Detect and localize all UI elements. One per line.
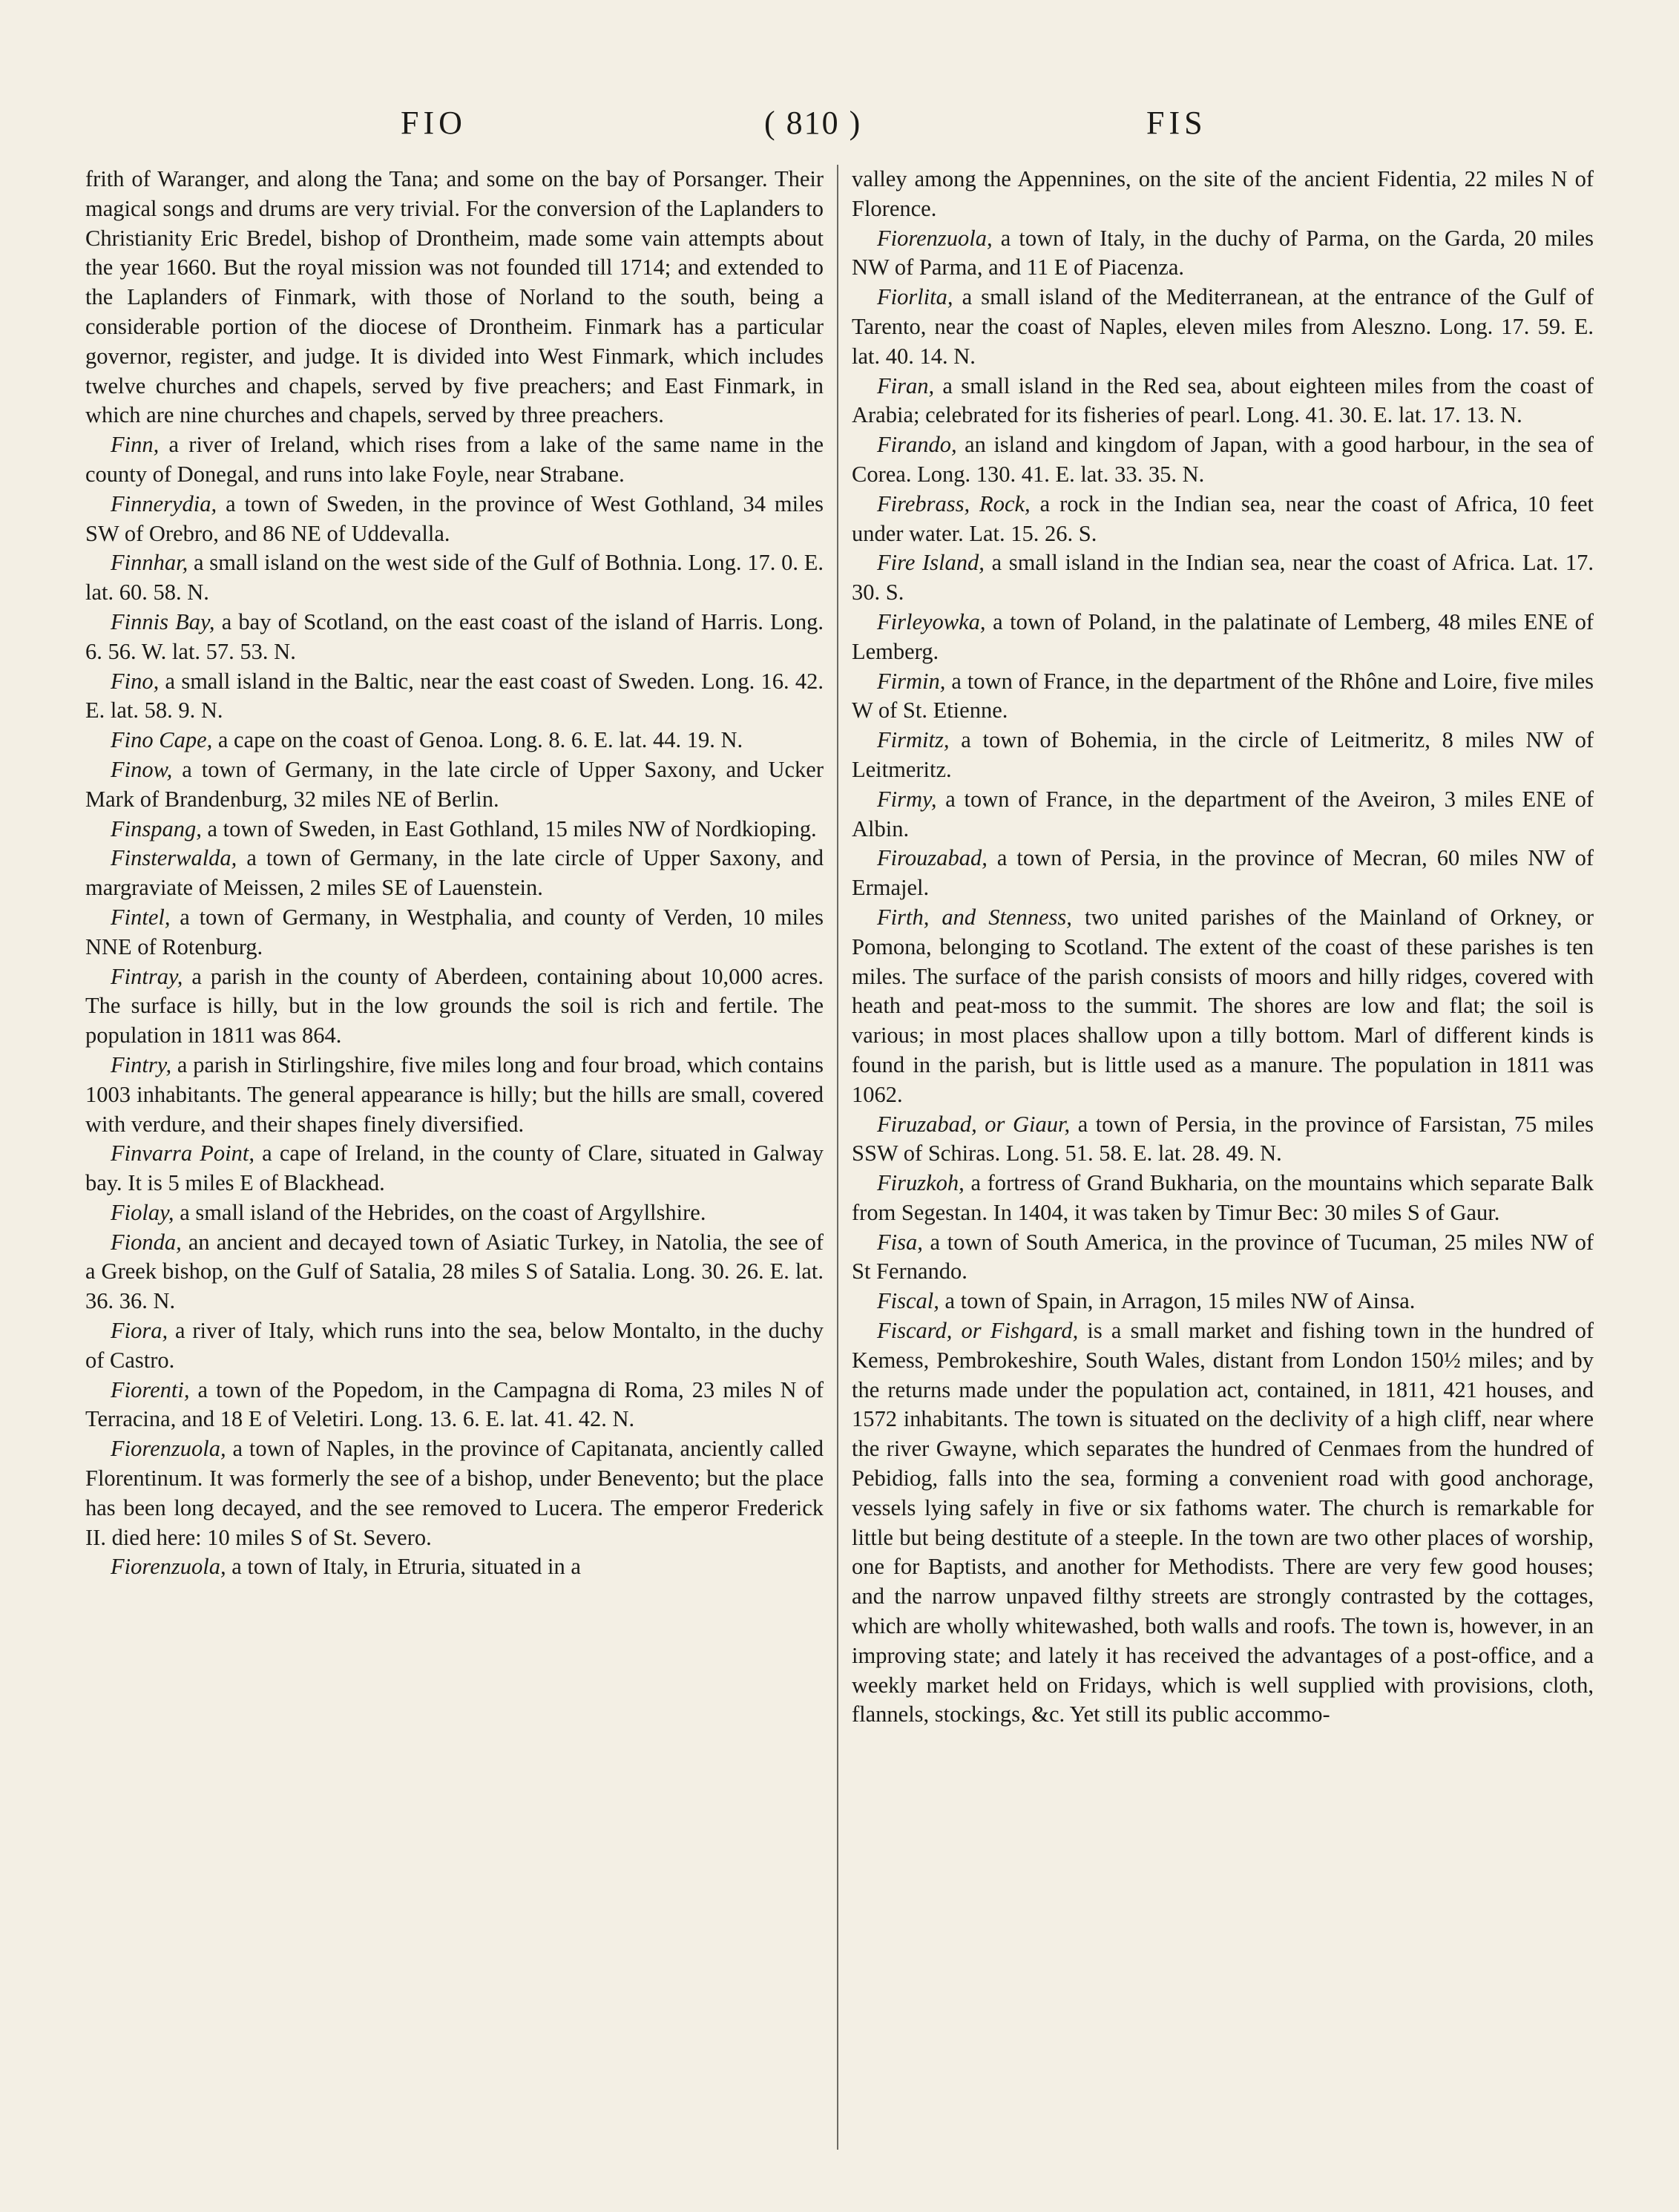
entry-term: Firuzkoh,: [877, 1170, 965, 1196]
gazetteer-entry: [852, 1316, 1594, 1730]
entry-term: Finn,: [111, 432, 160, 458]
gazetteer-entry: [852, 165, 1594, 224]
entry-text: a river of Ireland, which rises from a lake of the same name in the county of Donegal, and runs into lake Foyle, near Strabane.: [85, 432, 824, 487]
entry-term: Firmitz,: [877, 727, 950, 753]
entry-text: a river of Italy, which runs into the sea, below Montalto, in the duchy of Castro.: [85, 1318, 824, 1373]
gazetteer-entry: [852, 844, 1594, 903]
entry-text: a town of Germany, in the late circle of Upper Saxony, and Ucker Mark of Brandenburg, 32 miles NE of Berlin.: [85, 756, 824, 812]
entry-text: frith of Waranger, and along the Tana; and some on the bay of Porsanger. Their magical songs and drums are very trivial. For the conversion of the Laplanders to Christianity Eric Bredel, bishop of Drontheim, made some vain attempts about the year 1660. But the royal mission was not founded till 1714; and extended to the Laplanders of Finmark, with those of Norland to the south, being a considerable portion of the diocese of Drontheim. Finmark has a particular governor, register, and judge. It is divided into West Finmark, which includes twelve churches and chapels, served by five preachers; and East Finmark, in which are nine churches and chapels, served by three preachers.: [85, 166, 824, 428]
gazetteer-entry: [85, 844, 824, 903]
entry-text: a small island on the west side of the Gulf of Bothnia. Long. 17. 0. E. lat. 60. 58. N.: [85, 550, 824, 605]
entry-term: Fiorenzuola,: [877, 225, 993, 251]
gazetteer-entry: [852, 283, 1594, 371]
entry-term: Firuzabad, or Giaur,: [877, 1111, 1071, 1137]
gazetteer-entry: [852, 785, 1594, 844]
entry-term: Fisa,: [877, 1229, 923, 1255]
entry-text: is a small market and fishing town in the hundred of Kemess, Pembrokeshire, South Wales, distant from London 150½ miles; and by the returns made under the population act, contained, in 1811, 421 houses, and 1572 inhabitants. The town is situated on the declivity of a high cliff, near where the river Gwayne, which separates the hundred of Cenmaes from the hundred of Pebidiog, falls into the sea, forming a convenient road with good anchorage, vessels lying safely in five or six fathoms water. The church is remarkable for little but being destitute of a steeple. In the town are two other places of worship, one for Baptists, and another for Methodists. There are very few good houses; and the narrow unpaved filthy streets are strongly contrasted by the cottages, which are wholly whitewashed, both walls and roofs. The town is, however, in an improving state; and lately it has received the advantages of a post-office, and a weekly market held on Fridays, which is well supplied with provisions, cloth, flannels, stockings, &c. Yet still its public accommo-: [852, 1318, 1594, 1727]
entry-text: an ancient and decayed town of Asiatic Turkey, in Natolia, the see of a Greek bishop, on the Gulf of Satalia, 28 miles S of Satalia. Long. 30. 26. E. lat. 36. 36. N.: [85, 1229, 824, 1314]
entry-text: a bay of Scotland, on the east coast of the island of Harris. Long. 6. 56. W. lat. 57. 53. N.: [85, 608, 824, 664]
entry-term: Fire Island,: [877, 550, 985, 576]
entry-term: Fiolay,: [111, 1199, 174, 1225]
entry-text: a town of South America, in the province of Tucuman, 25 miles NW of St Fernando.: [852, 1229, 1594, 1284]
entry-term: Finvarra Point,: [111, 1141, 254, 1166]
entry-text: valley among the Appennines, on the site of the ancient Fidentia, 22 miles N of Florence.: [852, 166, 1594, 221]
entry-text: a town of Italy, in Etruria, situated in a: [231, 1554, 581, 1580]
column-divider: [837, 165, 838, 2150]
entry-text: a town of Naples, in the province of Capitanata, anciently called Florentinum. It was formerly the see of a bishop, under Benevento; but the place has been long decayed, and the see removed to Lucera. The emperor Frederick II. died here: 10 miles S of St. Severo.: [85, 1436, 824, 1550]
gazetteer-entry: [852, 608, 1594, 667]
entry-text: a town of Persia, in the province of Farsistan, 75 miles SSW of Schiras. Long. 51. 58. E. lat. 28. 49. N.: [852, 1111, 1594, 1166]
entry-term: Fiorenzuola,: [111, 1436, 226, 1462]
gazetteer-entry: [85, 430, 824, 490]
entry-term: Firouzabad,: [877, 845, 988, 871]
entry-text: a town of Sweden, in the province of West Gothland, 34 miles SW of Orebro, and 86 NE of Uddevalla.: [85, 490, 824, 546]
entry-text: a town of France, in the department of the Aveiron, 3 miles ENE of Albin.: [852, 786, 1594, 841]
entry-term: Fintry,: [111, 1051, 172, 1077]
entry-term: Fiorenzuola,: [111, 1554, 226, 1580]
running-header: [0, 104, 1679, 163]
entry-text: a town of Spain, in Arragon, 15 miles NW of Ainsa.: [944, 1288, 1416, 1314]
page-number: ( 810 ): [764, 105, 862, 141]
gazetteer-entry: [85, 1051, 824, 1139]
entry-term: Firleyowka,: [877, 608, 986, 634]
gazetteer-entry: [852, 1287, 1594, 1316]
entry-text: a small island in the Indian sea, near the coast of Africa. Lat. 17. 30. S.: [852, 550, 1594, 605]
entry-term: Firth, and Stenness,: [877, 904, 1072, 930]
gazetteer-entry: [85, 726, 824, 755]
entry-term: Finow,: [111, 756, 173, 782]
right-column: [852, 165, 1594, 2168]
entry-term: Fiorenti,: [111, 1376, 190, 1402]
gazetteer-entry: [852, 1169, 1594, 1228]
gazetteer-entry: [85, 1198, 824, 1228]
gazetteer-entry: [85, 962, 824, 1051]
entry-term: Fintray,: [111, 963, 183, 989]
entry-text: a town of France, in the department of the Rhône and Loire, five miles W of St. Etienne.: [852, 668, 1594, 723]
gazetteer-entry: [85, 548, 824, 608]
entry-text: a cape of Ireland, in the county of Clare, situated in Galway bay. It is 5 miles E of Blackhead.: [85, 1141, 824, 1196]
entry-term: Finnis Bay,: [111, 608, 215, 634]
header-right-catchword: FIS: [1146, 105, 1207, 141]
entry-term: Finspang,: [111, 815, 202, 841]
entry-text: a town of Sweden, in East Gothland, 15 miles NW of Nordkioping.: [207, 815, 817, 841]
entry-term: Fiora,: [111, 1318, 168, 1344]
gazetteer-entry: [85, 1434, 824, 1552]
gazetteer-entry: [852, 667, 1594, 726]
entry-term: Fino Cape,: [111, 727, 213, 753]
gazetteer-entry: [852, 548, 1594, 608]
gazetteer-entry: [852, 1110, 1594, 1169]
gazetteer-entry: [852, 490, 1594, 549]
entry-term: Firando,: [877, 432, 957, 458]
entry-text: a small island of the Mediterranean, at the entrance of the Gulf of Tarento, near the coast of Naples, eleven miles from Aleszno. Long. 17. 59. E. lat. 40. 14. N.: [852, 284, 1594, 369]
entry-text: a cape on the coast of Genoa. Long. 8. 6. E. lat. 44. 19. N.: [217, 727, 743, 753]
entry-text: a town of Poland, in the palatinate of Lemberg, 48 miles ENE of Lemberg.: [852, 608, 1594, 664]
gazetteer-entry: [85, 755, 824, 815]
left-column: [85, 165, 824, 2168]
gazetteer-entry: [85, 1139, 824, 1198]
entry-term: Firmy,: [877, 786, 937, 812]
entry-text: a rock in the Indian sea, near the coast of Africa, 10 feet under water. Lat. 15. 26. S.: [852, 490, 1594, 546]
entry-term: Firmin,: [877, 668, 946, 694]
gazetteer-entry: [85, 1316, 824, 1376]
entry-term: Firebrass, Rock,: [877, 490, 1031, 516]
entry-text: a town of the Popedom, in the Campagna di Roma, 23 miles N of Terracina, and 18 E of Veletiri. Long. 13. 6. E. lat. 41. 42. N.: [85, 1376, 824, 1432]
entry-text: an island and kingdom of Japan, with a good harbour, in the sea of Corea. Long. 130. 41. E. lat. 33. 35. N.: [852, 432, 1594, 487]
entry-term: Fiscal,: [877, 1288, 939, 1314]
entry-term: Fino,: [111, 668, 160, 694]
entry-text: a town of Germany, in Westphalia, and county of Verden, 10 miles NNE of Rotenburg.: [85, 904, 824, 959]
entry-text: a town of Germany, in the late circle of Upper Saxony, and margraviate of Meissen, 2 miles SE of Lauenstein.: [85, 845, 824, 901]
gazetteer-entry: [852, 726, 1594, 785]
entry-term: Fiorlita,: [877, 284, 953, 310]
gazetteer-entry: [85, 490, 824, 549]
gazetteer-entry: [85, 815, 824, 844]
entry-text: a small island in the Red sea, about eighteen miles from the coast of Arabia; celebrated for its fisheries of pearl. Long. 41. 30. E. lat. 17. 13. N.: [852, 373, 1594, 428]
gazetteer-entry: [852, 224, 1594, 283]
gazetteer-entry: [85, 1228, 824, 1316]
entry-text: a parish in the county of Aberdeen, containing about 10,000 acres. The surface is hilly, but in the low grounds the soil is rich and fertile. The population in 1811 was 864.: [85, 963, 824, 1048]
entry-term: Fiscard, or Fishgard,: [877, 1318, 1079, 1344]
header-left-catchword: FIO: [401, 105, 467, 141]
gazetteer-entry: [85, 903, 824, 962]
entry-term: Finnhar,: [111, 550, 188, 576]
entry-text: a small island of the Hebrides, on the coast of Argyllshire.: [180, 1199, 706, 1225]
entry-term: Finnerydia,: [111, 490, 217, 516]
entry-text: a fortress of Grand Bukharia, on the mountains which separate Balk from Segestan. In 1404, it was taken by Timur Bec: 30 miles S of Gaur.: [852, 1170, 1594, 1225]
entry-text: a town of Italy, in the duchy of Parma, on the Garda, 20 miles NW of Parma, and 11 E of Piacenza.: [852, 225, 1594, 280]
gazetteer-entry: [85, 1376, 824, 1435]
entry-text: a town of Bohemia, in the circle of Leitmeritz, 8 miles NW of Leitmeritz.: [852, 727, 1594, 782]
gazetteer-entry: [85, 165, 824, 430]
entry-term: Finsterwalda,: [111, 845, 237, 871]
gazetteer-entry: [852, 430, 1594, 490]
gazetteer-entry: [852, 372, 1594, 431]
entry-text: two united parishes of the Mainland of Orkney, or Pomona, belonging to Scotland. The extent of the coast of these parishes is ten miles. The surface of the parish consists of moors and hilly ridges, covered with heath and peat-moss to the summit. The shores are low and flat; the soil is various; in most places shallow upon a tilly bottom. Marl of different kinds is found in the parish, but is little used as a manure. The population in 1811 was 1062.: [852, 904, 1594, 1107]
gazetteer-entry: [85, 1552, 824, 1582]
gazetteer-entry: [85, 608, 824, 667]
entry-term: Fionda,: [111, 1229, 182, 1255]
gazetteer-entry: [85, 667, 824, 726]
entry-text: a town of Persia, in the province of Mecran, 60 miles NW of Ermajel.: [852, 845, 1594, 901]
entry-term: Fintel,: [111, 904, 171, 930]
entry-term: Firan,: [877, 373, 935, 398]
gazetteer-entry: [852, 1228, 1594, 1287]
entry-text: a parish in Stirlingshire, five miles long and four broad, which contains 1003 inhabitants. The general appearance is hilly; but the hills are small, covered with verdure, and their shapes finely diversified.: [85, 1051, 824, 1137]
gazetteer-entry: [852, 903, 1594, 1110]
entry-text: a small island in the Baltic, near the east coast of Sweden. Long. 16. 42. E. lat. 58. 9. N.: [85, 668, 824, 723]
